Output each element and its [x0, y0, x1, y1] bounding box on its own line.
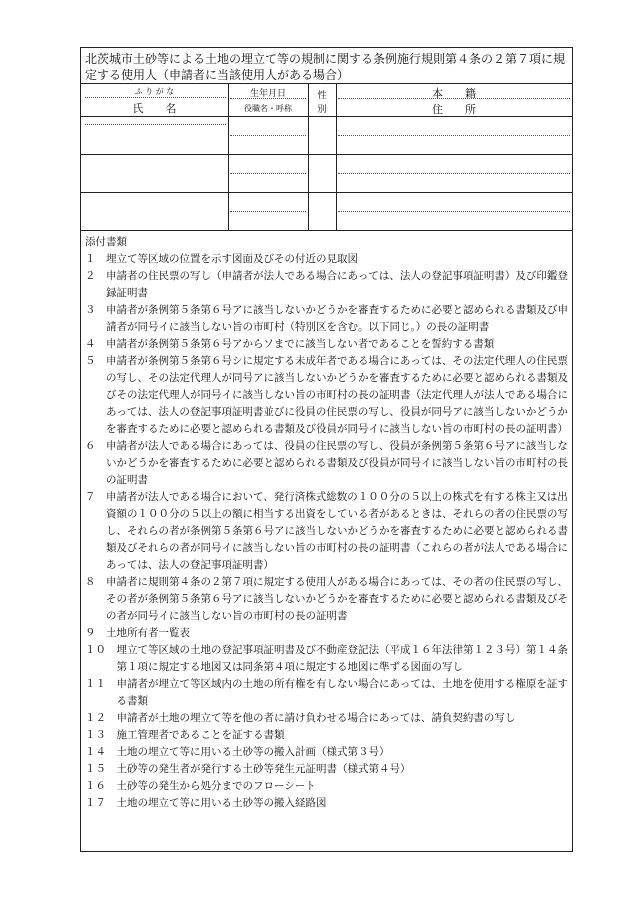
- item-text: 申請者が土地の埋立て等を他の者に請け負わせる場合にあっては、請負契約書の写し: [116, 712, 516, 724]
- name-label: 氏 名: [132, 102, 177, 115]
- item-text: 申請者が埋立て等区域内の土地の所有権を有しない場合にあっては、土地を使用する権原を証する書類: [116, 678, 568, 707]
- item-number: ９: [85, 627, 106, 639]
- item-text: 申請者が条例第５条第６号アに該当しないかどうかを審査するために必要と認められる書類及び申請者が同号イに該当しない旨の市町村（特別区を含む。以下同じ。）の長の証明書: [106, 304, 568, 333]
- gender-label-2: 別: [317, 105, 327, 115]
- list-item: [85, 489, 569, 574]
- list-item: [85, 302, 569, 336]
- row1-birth-dots: [230, 135, 306, 136]
- item-number: ８: [85, 576, 106, 588]
- row2-address-dots: [338, 173, 570, 174]
- item-text: 土地の埋立て等に用いる土砂等の搬入経路図: [116, 797, 327, 809]
- item-text: 施工管理者であることを証する書類: [116, 729, 285, 741]
- list-item: [85, 727, 569, 744]
- row1-name-dots: [85, 124, 226, 125]
- position-label: 役職名・呼称: [244, 104, 292, 113]
- item-text: 埋立て等区域の位置を示す図面及びその付近の見取図: [106, 253, 358, 265]
- list-item: [85, 251, 569, 268]
- item-number: １２: [85, 712, 117, 724]
- item-text: 土地の埋立て等に用いる土砂等の搬入計画（様式第３号）: [116, 746, 390, 758]
- honseki-label: 本 籍: [432, 87, 476, 100]
- furigana-label: ふ り が な: [134, 87, 175, 96]
- list-item: [85, 268, 569, 302]
- item-text: 埋立て等区域の土地の登記事項証明書及び不動産登記法（平成１６年法律第１２３号）第１４条第１項に規定する地図又は同条第４項に規定する地図に準ずる図面の写し: [116, 644, 568, 673]
- item-text: 土砂等の発生から処分までのフローシート: [116, 780, 316, 792]
- item-number: １７: [85, 797, 117, 809]
- list-item: [85, 438, 569, 489]
- item-number: １０: [85, 644, 117, 656]
- list-item: [85, 353, 569, 438]
- list-item: [85, 574, 569, 625]
- gender-label-1: 性: [317, 91, 327, 101]
- list-item: [85, 710, 569, 727]
- item-number: １６: [85, 780, 117, 792]
- item-number: １５: [85, 763, 117, 775]
- item-number: １１: [85, 678, 117, 690]
- item-number: ７: [85, 491, 106, 503]
- item-number: １: [85, 253, 106, 265]
- form-frame: [80, 47, 573, 852]
- birthdate-dots: [230, 98, 306, 99]
- item-text: 申請者の住民票の写し（申請者が法人である場合にあっては、法人の登記事項証明書）及び印鑑登録証明書: [106, 270, 568, 299]
- title-divider: [81, 83, 572, 84]
- item-number: ３: [85, 304, 106, 316]
- furigana-dots: [85, 97, 226, 98]
- form-title: 北茨城市土砂等による土地の埋立て等の規制に関する条例施行規則第４条の２第７項に規定する使用人（申請者に当該使用人がある場合）: [85, 52, 566, 82]
- item-number: １４: [85, 746, 117, 758]
- item-number: １３: [85, 729, 117, 741]
- item-number: ４: [85, 338, 106, 350]
- item-text: 申請者が法人である場合において、発行済株式総数の１００分の５以上の株式を有する株主又は出資額の１００分の５以上の額に相当する出資をしている者があるときは、それらの者の住民票の写し、それらの者が条例第５条第６号アに該当しないかどうかを審査するために必要と認められる書類及びそれらの者が同号イに該当しない旨の市町村の長の証明書（これらの者が法人である場合にあっては、法人の登記事項証明書）: [106, 491, 568, 571]
- list-item: [85, 676, 569, 710]
- row3-address-dots: [338, 211, 570, 212]
- attachments-divider: [81, 230, 572, 231]
- list-item: [85, 744, 569, 761]
- item-text: 申請者が条例第５条第６号アからソまでに該当しない者であることを誓約する書類: [106, 338, 495, 350]
- row-line-2: [81, 154, 572, 155]
- list-item: [85, 625, 569, 642]
- item-text: 申請者に規則第４条の２第７項に規定する使用人がある場合にあっては、その者の住民票の写し、その者が条例第５条第６号アに該当しないかどうかを審査するために必要と認められる書類及びその者が同号イに該当しない旨の市町村の長の証明書: [106, 576, 568, 622]
- item-text: 申請者が法人である場合にあっては、役員の住民票の写し、役員が条例第５条第６号アに該当しないかどうかを審査するために必要と認められる書類及び役員が同号イに該当しない旨の市町村の長の証明書: [106, 440, 568, 486]
- address-label: 住 所: [432, 103, 476, 116]
- attachments-section: [85, 234, 569, 812]
- list-item: [85, 642, 569, 676]
- item-number: ６: [85, 440, 106, 452]
- honseki-dots: [338, 98, 570, 99]
- row-line-1: [81, 116, 572, 117]
- list-item: [85, 778, 569, 795]
- attachments-heading: 添付書類: [85, 236, 127, 248]
- list-item: [85, 336, 569, 353]
- birthdate-label: 生年月日: [249, 89, 286, 99]
- row3-birth-dots: [230, 211, 306, 212]
- list-item: [85, 761, 569, 778]
- list-item: [85, 795, 569, 812]
- item-number: ５: [85, 355, 106, 367]
- item-text: 申請者が条例第５条第６号シに規定する未成年者である場合にあっては、その法定代理人の住民票の写し、その法定代理人が同号アに該当しないかどうかを審査するために必要と認められる書類及びその法定代理人が同号イに該当しない旨の市町村の長の証明書（法定代理人が法人である場合にあっては、法人の登記事項証明書並びに役員の住民票の写し、役員が同号アに該当しないかどうかを審査するために必要と認められる書類及び役員が同号イに該当しない旨の市町村の長の証明書）: [106, 355, 568, 435]
- item-text: 土地所有者一覧表: [106, 627, 190, 639]
- item-text: 土砂等の発生者が発行する土砂等発生元証明書（様式第４号）: [116, 763, 411, 775]
- row-line-3: [81, 192, 572, 193]
- row2-birth-dots: [230, 173, 306, 174]
- row1-address-dots: [338, 135, 570, 136]
- item-number: ２: [85, 270, 106, 282]
